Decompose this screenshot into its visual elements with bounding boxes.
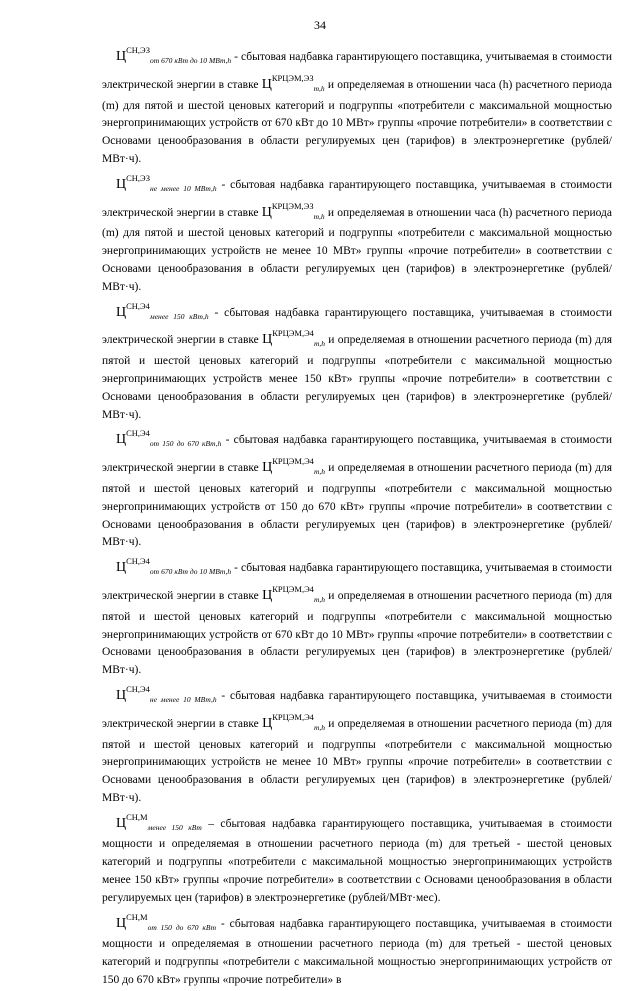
formula-reference: $Ц^{КРЦЭМ,Э4}_{m,h}$ xyxy=(262,456,325,477)
paragraph-tail: и определяемая в отношении расчетного периода (m) для пятой и шестой ценовых категорий и подгруппы «потребители с максимальной мощностью энергопринимающих устройств от 150 до 670 кВт» группы «прочие потребители» в соответствии с Основами ценообразования в области регулируемых цен (тарифов) в электроэнергетике (рублей/МВт·ч). xyxy=(102,462,613,549)
formula-reference: $Ц^{КРЦЭМ,ЭЗ}_{m,h}$ xyxy=(261,200,325,221)
paragraph-tail: и определяемая в отношении часа (h) расчетного периода (m) для пятой и шестой ценовых категорий и подгруппы «потребители с максимальной мощностью энергопринимающих устройств не менее 10 МВт» группы «прочие потребители» в соответствии с Основами ценообразования в области регулируемых цен (тарифов) в электроэнергетике (рублей/МВт·ч). xyxy=(102,206,613,293)
paragraph-text: - сбытовая надбавка гарантирующего поставщика, учитываемая в стоимости электрической энергии в ставке xyxy=(102,562,612,602)
paragraph-text: - сбытовая надбавка гарантирующего поставщика, учитываемая в стоимости электрической энергии в ставке xyxy=(102,434,612,475)
formula-symbol: $Ц^{СН,ЭЗ}_{не менее 10 МВт,h}$ xyxy=(116,172,217,193)
paragraph-8 xyxy=(102,909,612,990)
formula-symbol: $Ц^{СН,Э4}_{менее 150 кВт,h}$ xyxy=(116,300,209,321)
paragraph-6 xyxy=(102,681,612,808)
page-body xyxy=(102,42,612,991)
paragraph-3 xyxy=(102,298,612,425)
formula-symbol: $Ц^{СН,М}_{от 150 до 670 кВт}$ xyxy=(116,911,216,932)
formula-reference: $Ц^{КРЦЭМ,Э4}_{m,h}$ xyxy=(262,583,325,604)
paragraph-text: - сбытовая надбавка гарантирующего поставщика, учитываемая в стоимости электрической энергии в ставке xyxy=(102,306,612,347)
formula-symbol: $Ц^{СН,ЭЗ}_{от 670 кВт до 10 МВт,h}$ xyxy=(116,45,232,65)
paragraph-text: - сбытовая надбавка гарантирующего поставщика, учитываемая в стоимости электрической энергии в ставке xyxy=(102,689,612,730)
paragraph-1 xyxy=(102,42,612,169)
paragraph-4 xyxy=(102,425,612,552)
paragraph-text: - сбытовая надбавка гарантирующего поставщика, учитываемая в стоимости мощности и определяемая в отношении расчетного периода (m) для третьей - шестой ценовых категорий и подгруппы «потребители с максимальной мощностью энергопринимающих устройств от 150 до 670 кВт» группы «прочие потребители» в xyxy=(102,917,612,987)
paragraph-tail: и определяемая в отношении расчетного периода (m) для пятой и шестой ценовых категорий и подгруппы «потребители с максимальной мощностью энергопринимающих устройств менее 150 кВт» группы «прочие потребители» в соответствии с Основами ценообразования в области регулируемых цен (тарифов) в электроэнергетике (рублей/МВт·ч). xyxy=(102,334,613,421)
paragraph-tail: и определяемая в отношении расчетного периода (m) для пятой и шестой ценовых категорий и подгруппы «потребители с максимальной мощностью энергопринимающих устройств не менее 10 МВт» группы «прочие потребители» в соответствии с Основами ценообразования в области регулируемых цен (тарифов) в электроэнергетике (рублей/МВт·ч). xyxy=(102,717,613,804)
paragraph-text: – сбытовая надбавка гарантирующего поставщика, учитываемая в стоимости мощности и определяемая в отношении расчетного периода (m) для третьей - шестой ценовых категорий и подгруппы «потребители с максимальной мощностью энергопринимающих устройств менее 150 кВт» группы «прочие потребители» в соответствии с Основами ценообразования в области регулируемых цен (тарифов) в электроэнергетике (рублей/МВт·мес). xyxy=(102,817,613,904)
formula-reference: $Ц^{КРЦЭМ,Э4}_{m,h}$ xyxy=(262,328,325,349)
paragraph-2 xyxy=(102,170,612,297)
paragraph-5 xyxy=(102,553,612,680)
formula-symbol: $Ц^{СН,Э4}_{не менее 10 МВт,h}$ xyxy=(116,683,217,704)
paragraph-tail: и определяемая в отношении часа (h) расчетного периода (m) для пятой и шестой ценовых категорий и подгруппы «потребители с максимальной мощностью энергопринимающих устройств от 670 кВт до 10 МВт» группы «прочие потребители» в соответствии с Основами ценообразования в области регулируемых цен (тарифов) в электроэнергетике (рублей/МВт·ч). xyxy=(102,78,613,165)
formula-reference: $Ц^{КРЦЭМ,ЭЗ}_{m,h}$ xyxy=(261,72,325,93)
page-number: 34 xyxy=(314,18,326,32)
paragraph-tail: и определяемая в отношении расчетного периода (m) для пятой и шестой ценовых категорий и подгруппы «потребители с максимальной мощностью энергопринимающих устройств от 670 кВт до 10 МВт» группы «прочие потребители» в соответствии с Основами ценообразования в области регулируемых цен (тарифов) в электроэнергетике (рублей/МВт·ч). xyxy=(102,589,613,677)
formula-symbol: $Ц^{СН,Э4}_{от 670 кВт до 10 МВт,h}$ xyxy=(116,556,232,577)
formula-symbol: $Ц^{СН,Э4}_{от 150 до 670 кВт,h}$ xyxy=(116,428,222,449)
formula-symbol: $Ц^{СН,М}_{менее 150 кВт}$ xyxy=(116,811,202,832)
paragraph-text: - сбытовая надбавка гарантирующего поставщика, учитываемая в стоимости электрической энергии в ставке xyxy=(102,51,612,91)
paragraph-7 xyxy=(102,809,612,908)
paragraph-text: - сбытовая надбавка гарантирующего поставщика, учитываемая в стоимости электрической энергии в ставке xyxy=(102,178,612,219)
formula-reference: $Ц^{КРЦЭМ,Э4}_{m,h}$ xyxy=(262,711,325,732)
